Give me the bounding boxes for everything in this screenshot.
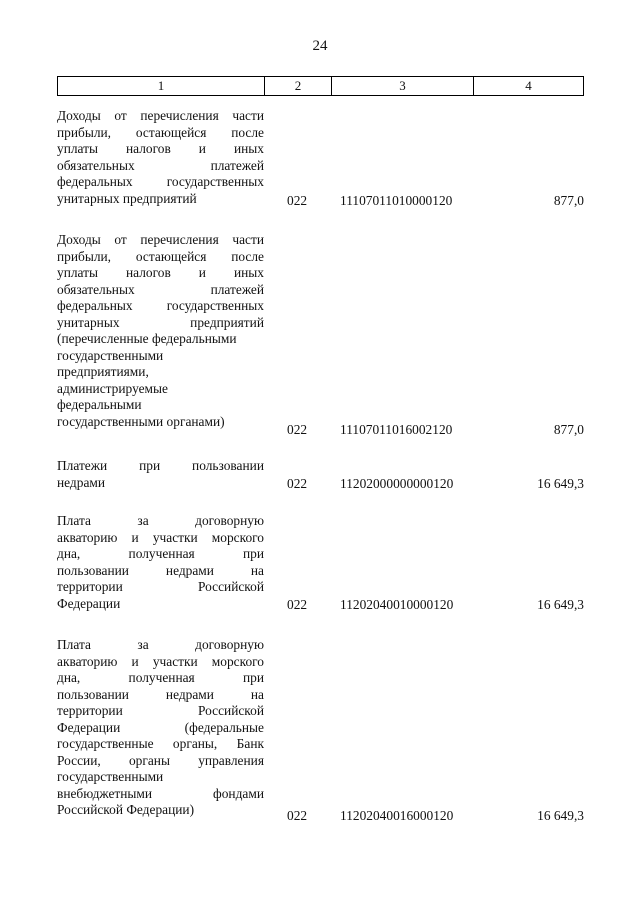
description-line: уплаты налогов и иных [57,141,264,156]
description-line: Плата за договорную [57,637,264,652]
description-line: Плата за договорную [57,513,264,528]
description-line: акваторию и участки морского [57,529,264,545]
description-line: Российской Федерации) [57,802,195,817]
description-line: Федерации (федеральные [57,719,264,735]
description-line: прибыли, остающейся после [57,248,264,264]
description-line: Платежи при пользовании [57,458,264,473]
description-line: унитарных предприятий [57,314,264,330]
kbk-code: 11107011016002120 [340,422,453,437]
table-row [57,637,584,827]
description-line: прибыли, остающейся после [57,124,264,140]
description-line: территории Российской [57,579,264,594]
description-line: государственными органами) [57,413,225,429]
amount: 16 649,3 [537,808,584,823]
description-line: территории Российской [57,703,264,718]
row-description [57,458,264,491]
description-line: Доходы от перечисления части [57,232,264,247]
kbk-code: 11202040010000120 [340,597,454,612]
table-row [57,513,584,618]
admin-code: 022 [287,422,308,437]
amount: 877,0 [553,193,584,208]
description-line: государственные органы, Банк [57,736,264,751]
description-line: пользовании недрами на [57,686,264,702]
row-description [57,108,264,207]
column-header-3: 3 [332,77,474,96]
description-line: уплаты налогов и иных [57,265,264,280]
description-line: внебюджетными фондами [57,785,264,801]
description-line: дна, полученная при [57,670,264,685]
table-row [57,108,584,213]
description-line: унитарных предприятий [57,190,197,206]
column-header-table [57,76,584,96]
description-line: Федерации [57,595,121,611]
description-line: предприятиями, [57,364,149,379]
description-line: федеральными [57,397,142,412]
kbk-code: 11107011010000120 [340,193,453,208]
table-row [57,458,584,494]
description-line: администрируемые [57,380,168,396]
row-description [57,513,264,612]
column-header-row [58,77,584,96]
description-line: недрами [57,474,106,490]
description-line: государственными [57,769,164,784]
description-line: Доходы от перечисления части [57,108,264,123]
description-line: дна, полученная при [57,546,264,561]
row-description [57,637,264,819]
description-line: государственными [57,347,164,363]
description-line: обязательных платежей [57,157,264,173]
admin-code: 022 [287,476,308,491]
description-line: акваторию и участки морского [57,653,264,669]
kbk-code: 11202040016000120 [340,808,454,823]
column-header-4: 4 [474,77,584,96]
admin-code: 022 [287,193,308,208]
description-line: федеральных государственных [57,174,264,189]
description-line: обязательных платежей [57,281,264,297]
amount: 16 649,3 [537,476,584,491]
description-line: пользовании недрами на [57,562,264,578]
table-row [57,232,584,437]
amount: 16 649,3 [537,597,584,612]
column-header-2: 2 [265,77,332,96]
admin-code: 022 [287,808,308,823]
description-line: (перечисленные федеральными [57,331,237,346]
description-line: федеральных государственных [57,298,264,313]
row-description [57,232,264,430]
amount: 877,0 [553,422,584,437]
page-number: 24 [312,38,328,54]
column-header-1: 1 [58,77,265,96]
kbk-code: 11202000000000120 [340,476,454,491]
description-line: России, органы управления [57,752,264,768]
admin-code: 022 [287,597,308,612]
